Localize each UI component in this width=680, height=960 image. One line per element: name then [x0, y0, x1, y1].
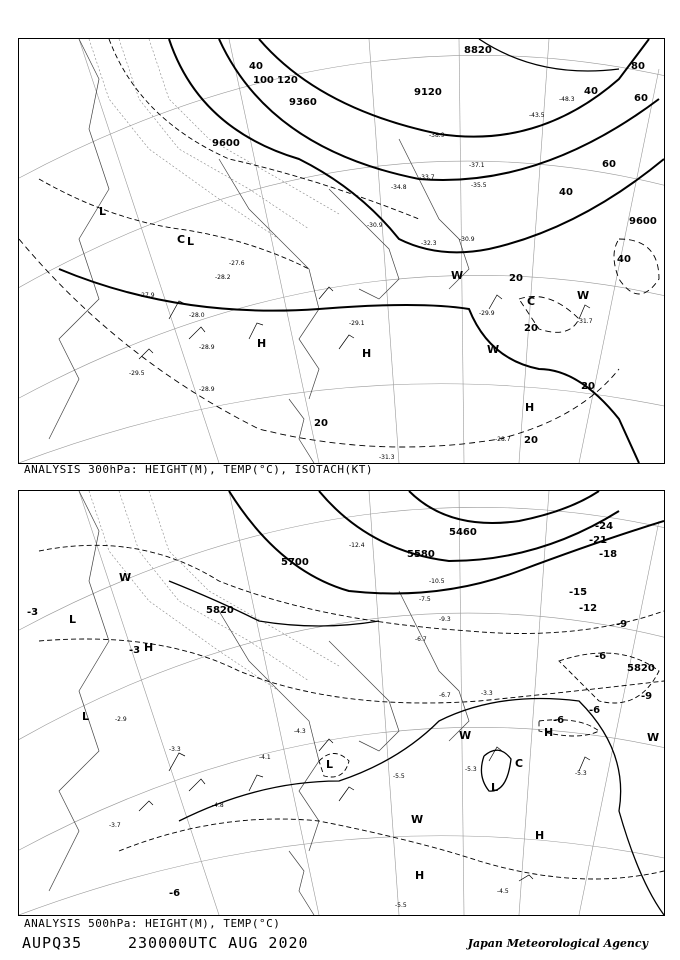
height-label-1: 8820: [464, 45, 492, 56]
temp-obs: -5.5: [395, 902, 407, 909]
map-500hpa-svg: [19, 491, 664, 915]
temp-obs: -37.1: [469, 162, 485, 169]
isotach-label-1: 20: [509, 273, 523, 284]
warm-marker-2: W: [459, 729, 472, 742]
low-marker-1: L: [69, 613, 77, 626]
temp-obs: -28.9: [199, 386, 215, 393]
high-marker-1: H: [257, 337, 267, 350]
warm-marker-1: W: [451, 269, 464, 282]
isotach-label-8: 60: [602, 159, 616, 170]
temp-obs: -10.5: [429, 578, 445, 585]
temp-obs: -12.4: [349, 542, 365, 549]
isotherm-label-3: -6: [595, 651, 607, 662]
agency-name: Japan Meteorological Agency: [467, 937, 648, 950]
temp-obs: -33.7: [419, 174, 435, 181]
temp-obs: -29.1: [349, 320, 365, 327]
graticule: [19, 491, 664, 915]
isotherm-label-7: -12: [579, 603, 598, 614]
isotherm-label-10: -21: [589, 535, 608, 546]
isotherm-label-4: -6: [589, 705, 601, 716]
cold-marker-1: C: [177, 233, 186, 246]
temp-obs: -3.3: [169, 746, 181, 753]
caption-300hpa: ANALYSIS 300hPa: HEIGHT(M), TEMP(°C), ISOTACH(KT): [24, 463, 374, 476]
temp-obs: -48.3: [559, 96, 575, 103]
warm-marker-3: W: [487, 343, 500, 356]
temp-obs: -34.8: [391, 184, 407, 191]
temp-obs: -6.7: [415, 636, 427, 643]
isotach-label-4: 20: [314, 418, 328, 429]
temp-obs: -9.3: [439, 616, 451, 623]
temp-obs: -7.5: [419, 596, 431, 603]
high-marker-3: H: [525, 401, 535, 414]
isotach-label-5: 20: [524, 435, 538, 446]
low-marker-3: L: [491, 781, 499, 794]
temp-obs: -5.3: [575, 770, 587, 777]
hatched-area: [89, 491, 339, 691]
isotherm-label-12: -6: [553, 715, 565, 726]
height-label-3: 5460: [449, 527, 477, 538]
low-marker-1: L: [99, 205, 107, 218]
isotach-label-2: 20: [524, 323, 538, 334]
isotach-label-11: 100: [253, 75, 274, 86]
cold-marker-2: C: [527, 295, 536, 308]
isotach-label-9: 60: [634, 93, 648, 104]
height-label-2: 9120: [414, 87, 442, 98]
isotherm-label-1: -3: [27, 607, 39, 618]
isotach-label-6: 40: [617, 254, 631, 265]
isotherm-label-9: -18: [599, 549, 618, 560]
isotach-label-7: 40: [559, 187, 573, 198]
temp-obs: -28.9: [199, 344, 215, 351]
temp-obs: -27.6: [229, 260, 245, 267]
height-label-2: 5580: [407, 549, 435, 560]
temp-obs: -3.3: [481, 690, 493, 697]
temp-obs: -4.5: [497, 888, 509, 895]
temp-obs: -27.9: [139, 292, 155, 299]
warm-marker-3: W: [647, 731, 660, 744]
low-marker-2: L: [187, 235, 195, 248]
height-label-5: 5820: [627, 663, 655, 674]
temp-obs: -4.1: [259, 754, 271, 761]
height-label-3: 9360: [289, 97, 317, 108]
isotherm-label-11: -24: [595, 521, 614, 532]
temp-obs: -38.9: [429, 132, 445, 139]
high-marker-2: H: [362, 347, 372, 360]
temp-obs: -31.3: [379, 454, 395, 461]
temp-obs: -29.9: [479, 310, 495, 317]
height-label-5: 9600: [629, 216, 657, 227]
isotherm-label-8: -15: [569, 587, 588, 598]
caption-500hpa: ANALYSIS 500hPa: HEIGHT(M), TEMP(°C): [24, 917, 281, 930]
height-label-4: 5820: [206, 605, 234, 616]
temp-obs: -28.7: [495, 436, 511, 443]
high-marker-3: H: [535, 829, 545, 842]
high-marker-2: H: [544, 726, 554, 739]
map-panel-500hpa: [18, 490, 665, 916]
isotach-label-12: 120: [277, 75, 298, 86]
warm-marker-4: W: [411, 813, 424, 826]
valid-time: 230000UTC AUG 2020: [128, 934, 309, 952]
warm-marker-2: W: [577, 289, 590, 302]
coastlines: [49, 39, 469, 463]
temp-obs: -32.3: [421, 240, 437, 247]
isotherm-label-5: -9: [616, 619, 628, 630]
temp-obs: -28.2: [215, 274, 231, 281]
low-marker-4: L: [326, 758, 334, 771]
height-label-4: 9600: [212, 138, 240, 149]
high-marker-1: H: [144, 641, 154, 654]
temp-obs: -5.5: [393, 773, 405, 780]
temp-obs: -43.5: [529, 112, 545, 119]
low-marker-2: L: [82, 710, 90, 723]
product-id: AUPQ35: [22, 934, 83, 952]
isotach-label-10: 80: [631, 61, 645, 72]
isotach-label-13: 40: [249, 61, 263, 72]
temp-obs: -3.7: [109, 822, 121, 829]
map-300hpa-svg: [19, 39, 664, 463]
temp-obs: -4.3: [294, 728, 306, 735]
temp-obs: -31.7: [577, 318, 593, 325]
temp-obs: -30.9: [367, 222, 383, 229]
height-label-1: 5700: [281, 557, 309, 568]
high-marker-4: H: [415, 869, 425, 882]
temp-obs: -29.5: [129, 370, 145, 377]
temp-obs: -30.9: [459, 236, 475, 243]
isotach-label-14: 40: [584, 86, 598, 97]
isotherm-label-6: -9: [641, 691, 653, 702]
map-panel-300hpa: [18, 38, 665, 464]
isotach-label-3: 20: [581, 381, 595, 392]
isotherm-label-13: -6: [169, 888, 181, 899]
temp-obs: -5.3: [465, 766, 477, 773]
temp-obs: -35.5: [471, 182, 487, 189]
warm-marker-1: W: [119, 571, 132, 584]
temp-obs: -4.8: [212, 802, 224, 809]
temp-obs: -28.0: [189, 312, 205, 319]
temp-obs: -2.9: [115, 716, 127, 723]
isotherm-label-2: -3: [129, 645, 141, 656]
temp-obs: -6.7: [439, 692, 451, 699]
cold-marker-1: C: [515, 757, 524, 770]
